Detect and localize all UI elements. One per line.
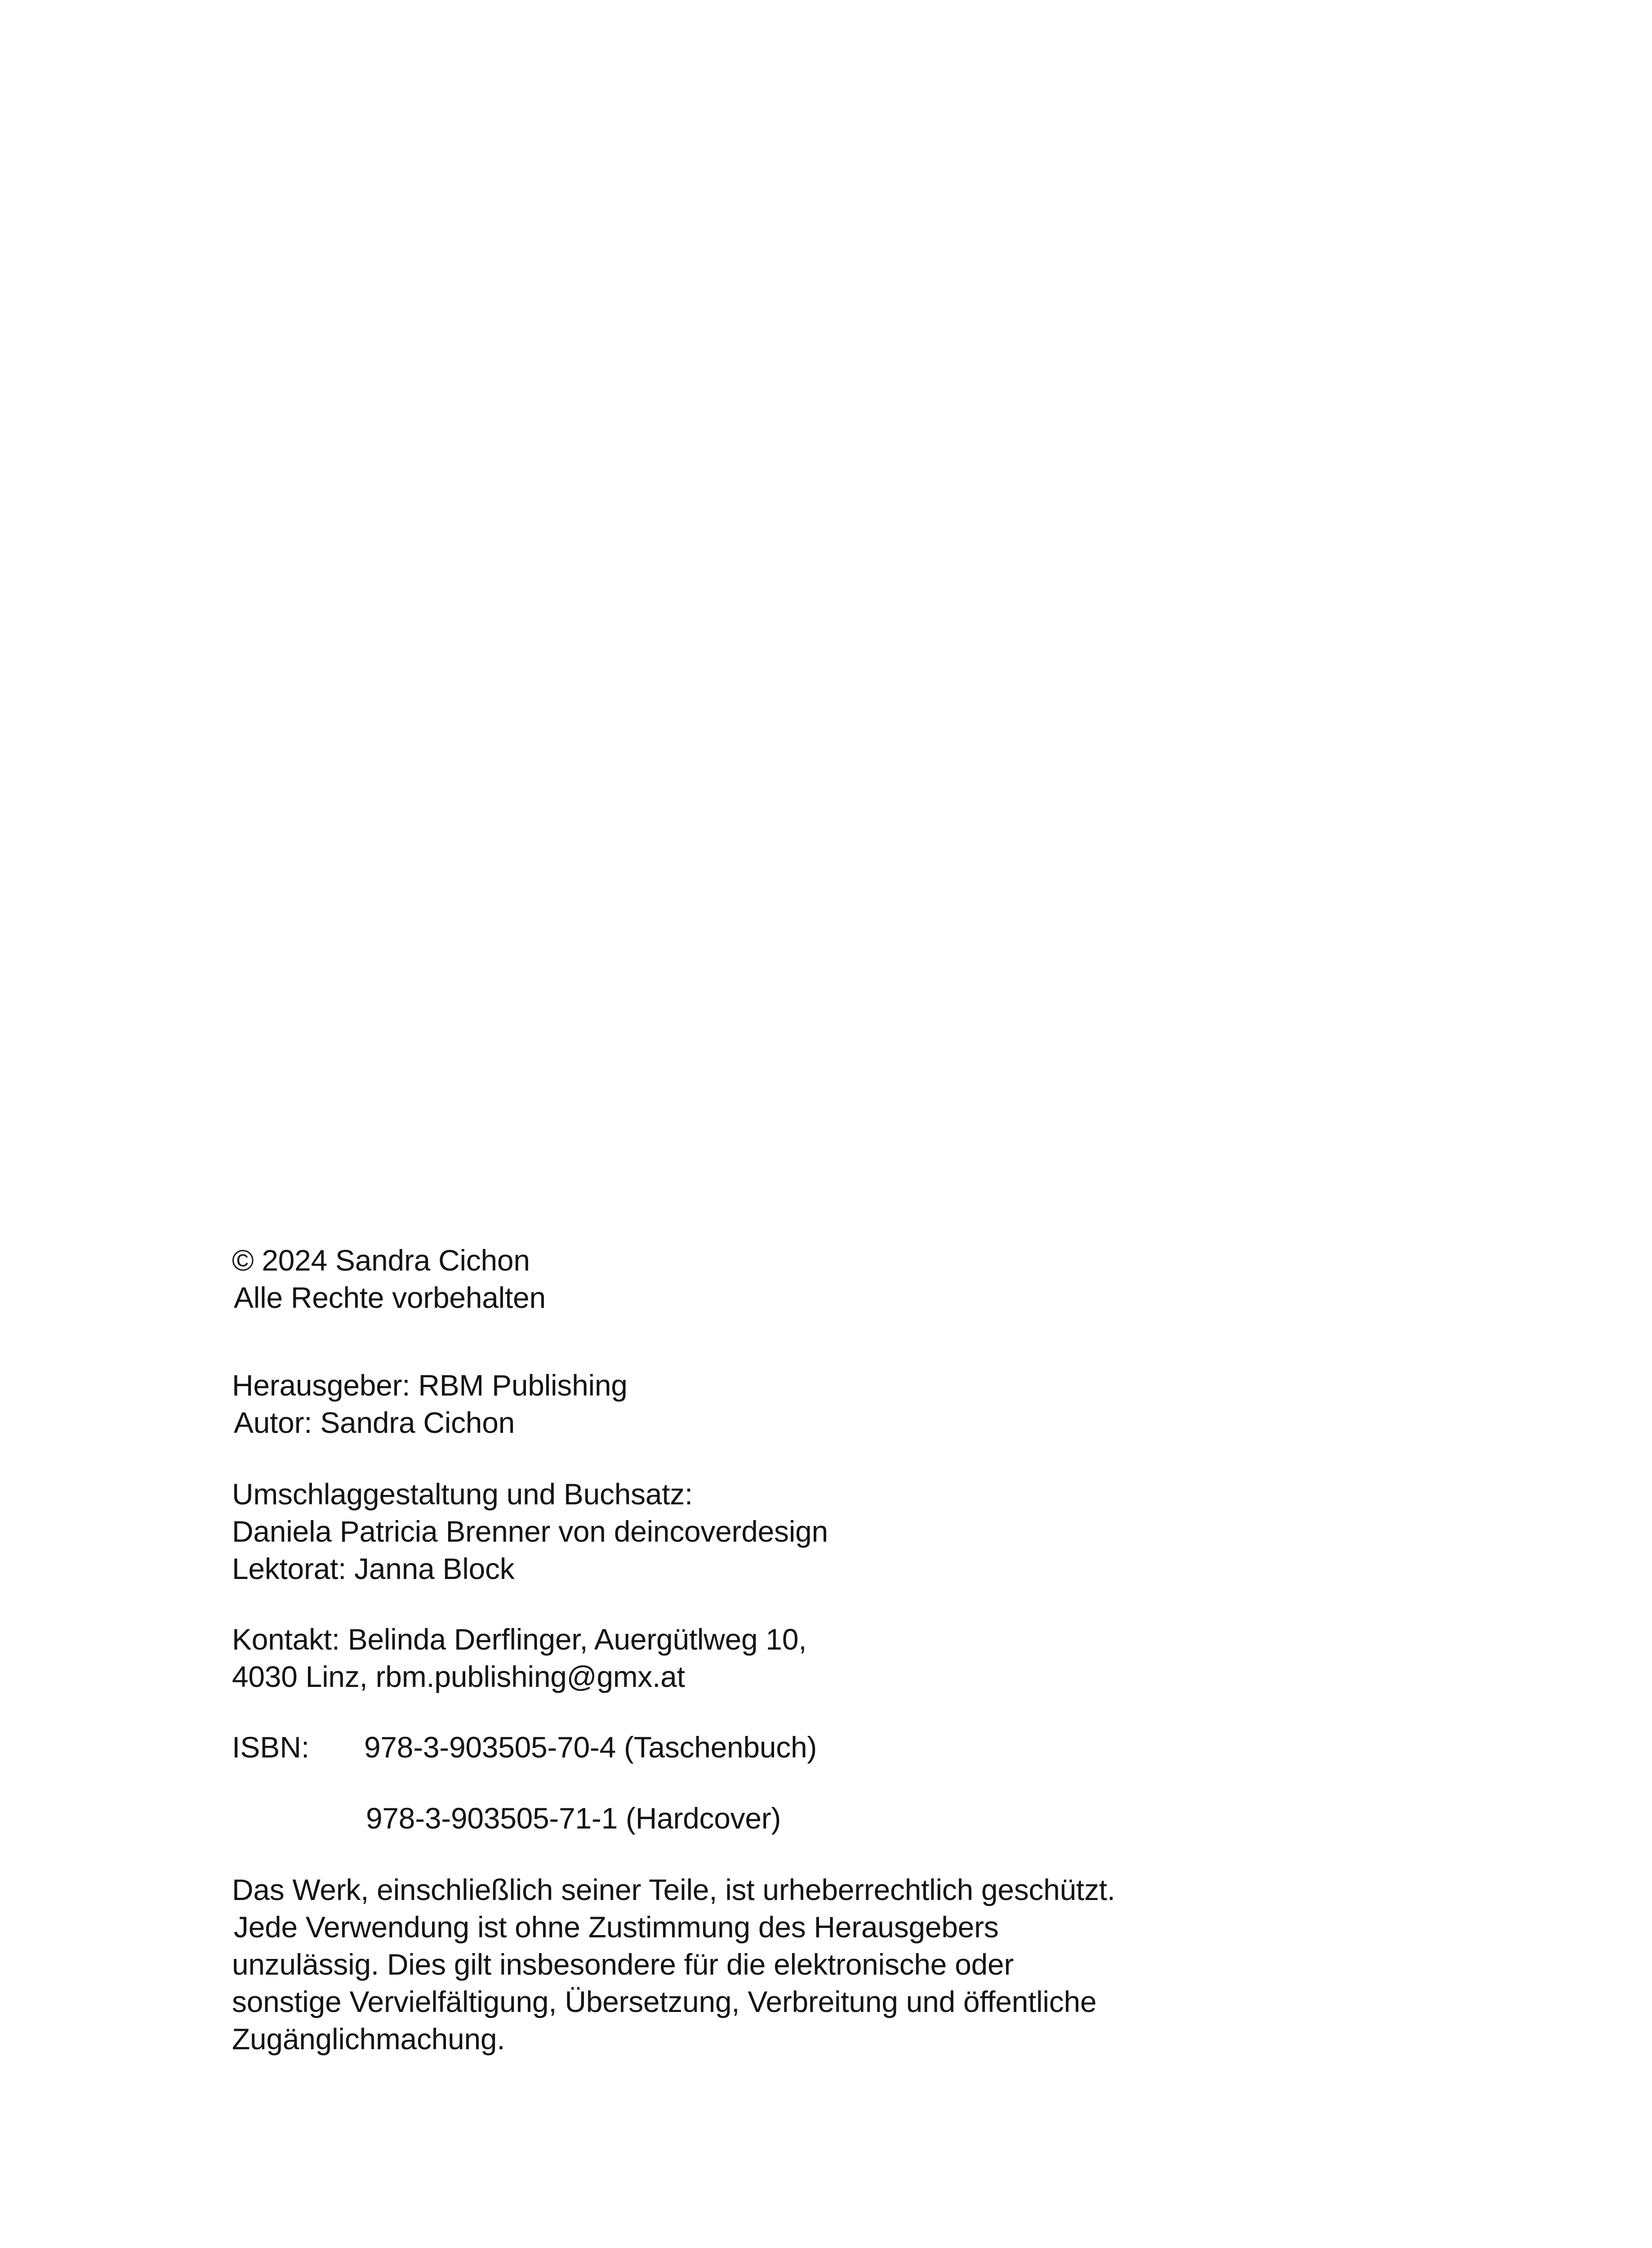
legal-notice-line-3: unzulässig. Dies gilt insbesondere für die elektronische oder: [232, 1948, 1014, 1981]
isbn-hardcover: 978-3-903505-71-1 (Hardcover): [366, 1802, 781, 1835]
copyright-line: © 2024 Sandra Cichon: [232, 1244, 530, 1277]
legal-notice-line-4: sonstige Vervielfältigung, Übersetzung, Verbreitung und öffentliche: [232, 1985, 1097, 2018]
publisher-line: Herausgeber: RBM Publishing: [232, 1369, 628, 1402]
legal-notice-line-1: Das Werk, einschließlich seiner Teile, ist urheberrechtlich geschützt.: [232, 1873, 1115, 1906]
isbn-paperback: 978-3-903505-70-4 (Taschenbuch): [364, 1731, 817, 1764]
legal-notice-line-2: Jede Verwendung ist ohne Zustimmung des Herausgebers: [234, 1910, 999, 1944]
contact-line: Kontakt: Belinda Derflinger, Auergütlweg 10,: [232, 1623, 807, 1656]
rights-reserved-line: Alle Rechte vorbehalten: [234, 1281, 546, 1314]
cover-designer-line: Daniela Patricia Brenner von deincoverdesign: [232, 1515, 828, 1548]
isbn-label: ISBN:: [232, 1731, 310, 1764]
contact-address-line: 4030 Linz, rbm.publishing@gmx.at: [232, 1660, 685, 1693]
cover-design-heading: Umschlaggestaltung und Buchsatz:: [232, 1477, 693, 1511]
author-line: Autor: Sandra Cichon: [234, 1406, 515, 1439]
legal-notice-line-5: Zugänglichmachung.: [232, 2022, 505, 2056]
editing-line: Lektorat: Janna Block: [232, 1552, 515, 1585]
